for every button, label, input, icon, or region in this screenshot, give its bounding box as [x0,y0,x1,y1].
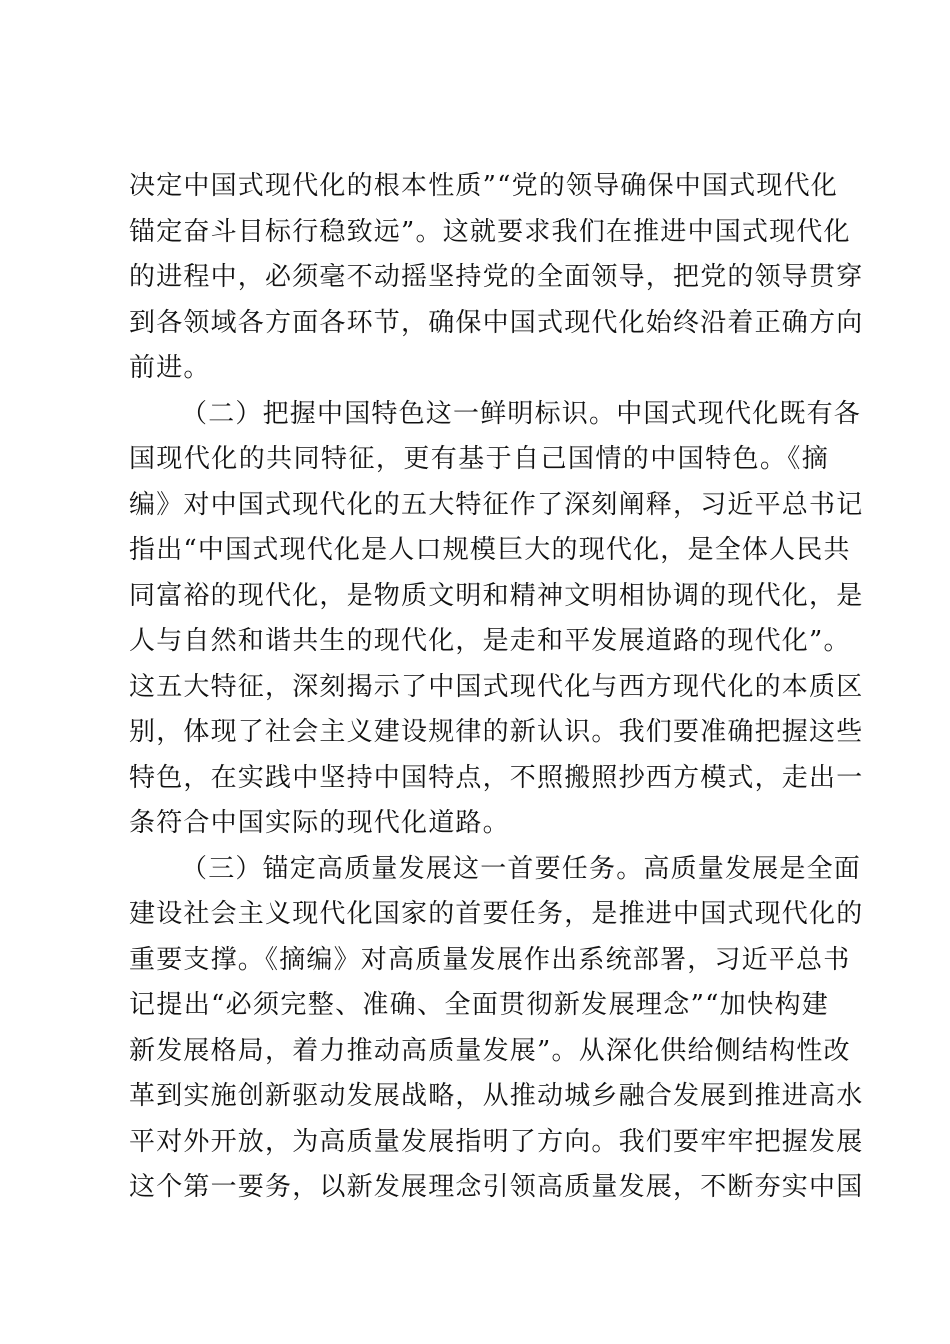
text-line: 条符合中国实际的现代化道路。 [129,808,510,838]
paragraph-continuation [129,164,864,392]
paragraph-3 [129,847,864,1211]
text-line: 的进程中，必须毫不动摇坚持党的全面领导，把党的领导贯穿 [129,262,864,292]
text-line: 到各领域各方面各环节，确保中国式现代化始终沿着正确方向 [129,307,864,338]
paragraph-heading-line: （三）锚定高质量发展这一首要任务。高质量发展是全面 [181,853,862,884]
text-line: 重要支撑。《摘编》对高质量发展作出系统部署，习近平总书 [129,944,851,975]
text-line: 指出“中国式现代化是人口规模巨大的现代化，是全体人民共 [129,535,851,565]
paragraph-heading-line: （二）把握中国特色这一鲜明标识。中国式现代化既有各 [181,398,862,429]
text-line: 别，体现了社会主义建设规律的新认识。我们要准确把握这些 [129,717,864,747]
text-line: 特色，在实践中坚持中国特点，不照搬照抄西方模式，走出一 [129,762,864,793]
document-body [129,164,864,1211]
text-line: 革到实施创新驱动发展战略，从推动城乡融合发展到推进高水 [129,1081,864,1111]
text-line: 平对外开放，为高质量发展指明了方向。我们要牢牢把握发展 [129,1126,864,1157]
text-line: 决定中国式现代化的根本性质”“党的领导确保中国式现代化 [129,171,838,201]
text-line: 建设社会主义现代化国家的首要任务，是推进中国式现代化的 [129,899,864,929]
text-line: 新发展格局，着力推动高质量发展”。从深化供给侧结构性改 [129,1035,851,1066]
text-line: 国现代化的共同特征，更有基于自己国情的中国特色。《摘 [129,444,829,474]
text-line: 锚定奋斗目标行稳致远”。这就要求我们在推进中国式现代化 [129,216,851,247]
text-line: 记提出“必须完整、准确、全面贯彻新发展理念”“加快构建 [129,990,829,1020]
text-line: 这个第一要务，以新发展理念引领高质量发展，不断夯实中国 [129,1172,864,1202]
text-line: 同富裕的现代化，是物质文明和精神文明相协调的现代化，是 [129,580,864,611]
paragraph-2 [129,392,864,847]
text-line: 这五大特征，深刻揭示了中国式现代化与西方现代化的本质区 [129,671,864,702]
text-line: 编》对中国式现代化的五大特征作了深刻阐释，习近平总书记 [129,489,864,520]
text-line: 前进。 [129,353,211,383]
text-line: 人与自然和谐共生的现代化，是走和平发展道路的现代化”。 [129,626,851,656]
